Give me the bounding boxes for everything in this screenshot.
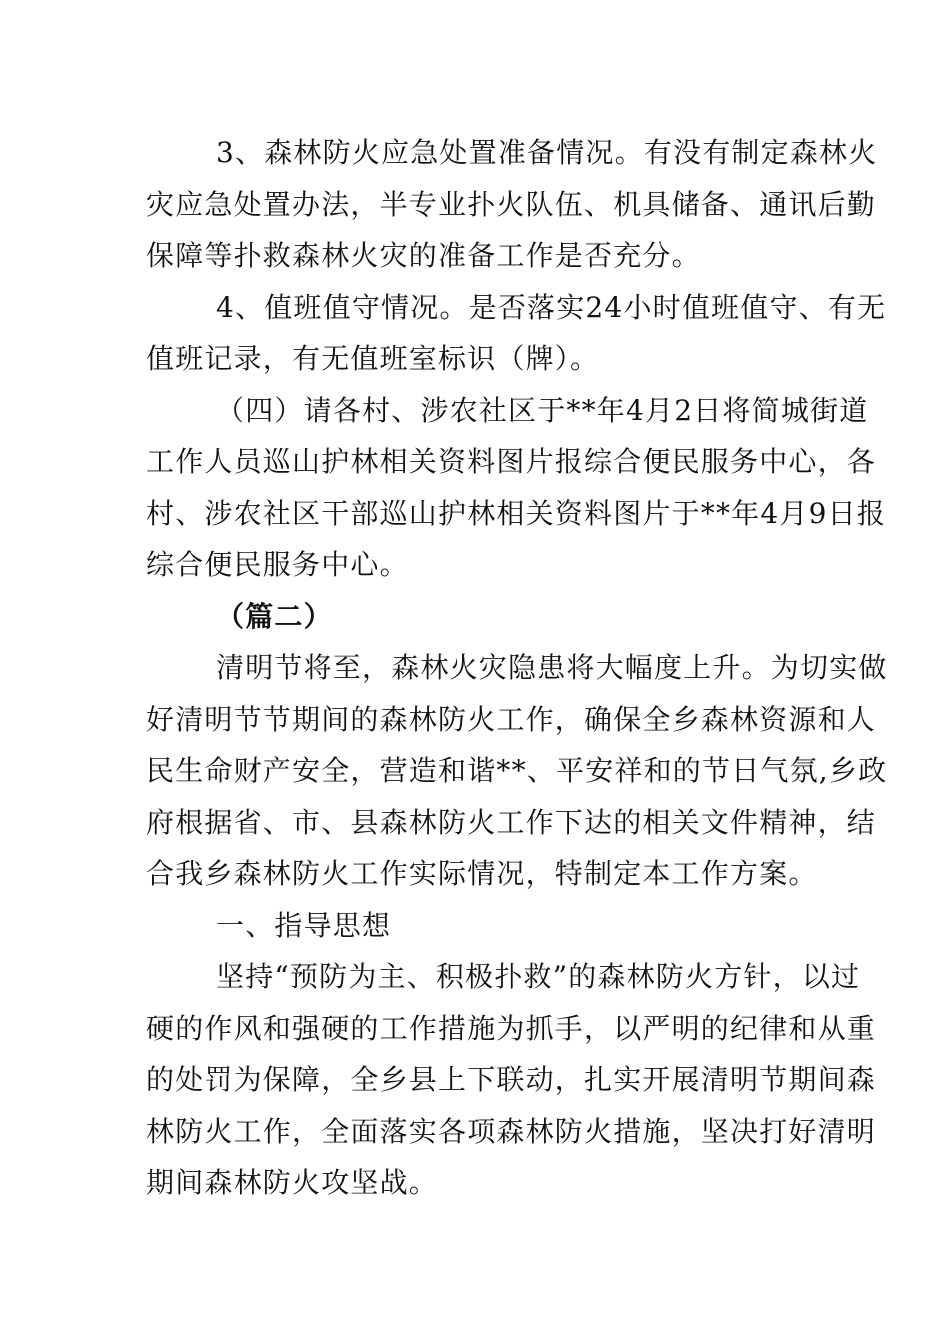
section3-line2: 灾应急处置办法，半专业扑火队伍、机具储备、通讯后勤	[146, 187, 877, 221]
guiding-line1: 坚持“预防为主、积极扑救”的森林防火方针，以过	[216, 960, 861, 993]
guiding-line4: 林防火工作，全面落实各项森林防火措施，坚决打好清明	[146, 1114, 877, 1148]
guiding-line2: 硬的作风和强硬的工作措施为抓手，以严明的纪律和从重	[146, 1011, 877, 1045]
heading-pian-er: （篇二）	[216, 599, 333, 633]
intro-line1: 清明节将至，森林火灾隐患将大幅度上升。为切实做	[216, 651, 888, 684]
section3-line3: 保障等扑救森林火灾的准备工作是否充分。	[146, 239, 701, 272]
section3-line1: 3、森林防火应急处置准备情况。有没有制定森林火	[216, 136, 878, 169]
section4-line2: 值班记录，有无值班室标识（牌）。	[146, 342, 600, 375]
intro-line2: 好清明节节期间的森林防火工作，确保全乡森林资源和人	[146, 702, 877, 736]
section-si-line3: 村、涉农社区干部巡山护林相关资料图片于**年4月9日报	[146, 496, 887, 530]
guiding-line5: 期间森林防火攻坚战。	[146, 1166, 439, 1199]
section-si-line2: 工作人员巡山护林相关资料图片报综合便民服务中心，各	[146, 445, 877, 478]
intro-line5: 合我乡森林防火工作实际情况，特制定本工作方案。	[146, 857, 818, 890]
section-si-line1: （四）请各村、涉农社区于**年4月2日将简城街道	[216, 393, 869, 427]
intro-line3: 民生命财产安全，营造和谐**、平安祥和的节日气氛,乡政	[146, 754, 888, 787]
heading-guiding-thought: 一、指导思想	[216, 908, 392, 942]
section4-line1: 4、值班值守情况。是否落实24小时值班值守、有无	[216, 290, 887, 324]
guiding-line3: 的处罚为保障，全乡县上下联动，扎实开展清明节期间森	[146, 1063, 877, 1096]
section-si-line4: 综合便民服务中心。	[146, 548, 409, 581]
document-body	[146, 127, 888, 1209]
intro-line4: 府根据省、市、县森林防火工作下达的相关文件精神，结	[146, 805, 877, 839]
